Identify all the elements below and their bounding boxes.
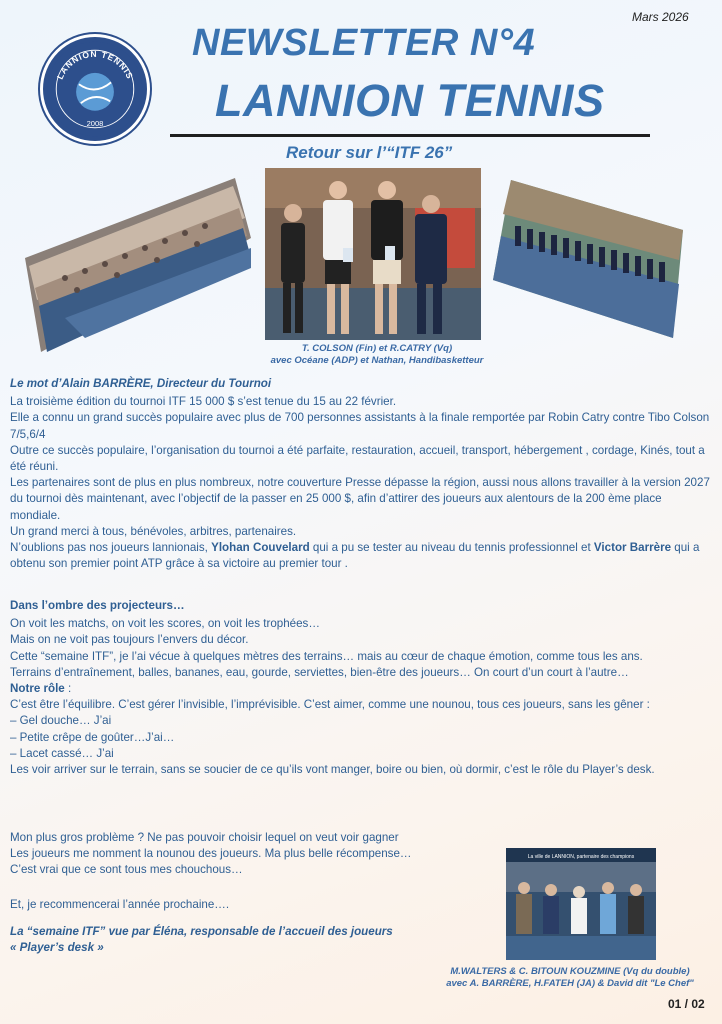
role-heading-line: Notre rôle : xyxy=(10,682,72,696)
paragraph: La troisième édition du tournoi ITF 15 000 $ s’est tenue du 15 au 22 février. xyxy=(10,395,397,409)
line: Mais on ne voit pas toujours l’envers du décor. xyxy=(10,633,249,647)
line: – Petite crêpe de goûter…J’ai… xyxy=(10,730,175,744)
players-desk-closing xyxy=(10,897,500,913)
line: Les joueurs me nomment la nounou des joueurs. Ma plus belle récompense… xyxy=(10,847,412,861)
title-divider xyxy=(170,134,650,137)
tennis-ball-logo-icon xyxy=(43,37,147,141)
director-article xyxy=(10,376,712,572)
club-logo xyxy=(40,34,150,144)
players-desk-heading: Dans l’ombre des projecteurs… xyxy=(10,599,185,612)
finalists-caption-line2: avec Océane (ADP) et Nathan, Handibasketteur xyxy=(270,355,484,367)
line: – Lacet cassé… J’ai xyxy=(10,746,114,760)
section-title: Retour sur l’“ITF 26” xyxy=(286,143,453,162)
doubles-caption-line1: M.WALTERS & C. BITOUN KOUZMINE (Vq du double) xyxy=(450,966,690,977)
line: – Gel douche… J’ai xyxy=(10,714,112,728)
line: On voit les matchs, on voit les scores, on voit les trophées… xyxy=(10,617,320,631)
line: C’est être l’équilibre. C’est gérer l’invisible, l’imprévisible. C’est aimer, comme une nounou, tous ces joueurs, sans les gêner : xyxy=(10,698,650,712)
svg-text:LANNION TENNIS: LANNION TENNIS xyxy=(54,48,136,81)
doubles-caption-line2: avec A. BARRÈRE, H.FATEH (JA) & David dit "Le Chef" xyxy=(446,978,694,990)
players-desk-article-cont xyxy=(10,830,500,879)
players-desk-article xyxy=(10,598,712,778)
line: Mon plus gros problème ? Ne pas pouvoir choisir lequel on veut voir gagner xyxy=(10,831,399,844)
line: C’est vrai que ce sont tous mes chouchous… xyxy=(10,863,243,877)
finalists-caption xyxy=(232,343,522,368)
paragraph: Outre ce succès populaire, l’organisation du tournoi a été parfaite, restauration, accueil, transport, hébergement , cordage, Kinés, tout a été réuni. xyxy=(10,443,705,474)
photo-team-lineup xyxy=(493,180,683,338)
svg-text:2008: 2008 xyxy=(86,118,104,128)
director-article-heading: Le mot d’Alain BARRÈRE, Directeur du Tournoi xyxy=(10,377,272,390)
page-number: 01 / 02 xyxy=(668,997,705,1011)
photo-crowd-court xyxy=(25,178,251,352)
signature-line: « Player’s desk » xyxy=(10,941,104,955)
paragraph: Elle a connu un grand succès populaire avec plus de 700 personnes assistants à la finale remportée par Robin Catry contre Tibo Colson 7/5,6/4 xyxy=(10,411,710,441)
club-name-title: LANNION TENNIS xyxy=(215,75,605,126)
paragraph-local-players: N’oublions pas nos joueurs lannionais, Ylohan Couvelard qui a pu se tester au niveau du tennis professionnel et Victor Barrère qui a obtenu son premier point ATP grâce à sa victoire au premier tour . xyxy=(10,541,700,571)
line: Les voir arriver sur le terrain, sans se soucier de ce qu’ils vont manger, boire ou bien, où dormir, c’est le rôle du Player’s desk. xyxy=(10,763,655,777)
line: Cette “semaine ITF”, je l’ai vécue à quelques mètres des terrains… mais au cœur de chaque émotion, comme tous les ans. xyxy=(10,649,643,663)
photo-doubles-winners xyxy=(506,848,656,960)
line: Terrains d’entraînement, balles, bananes, eau, gourde, serviettes, bien-être des joueurs… On court d’un court à l’autre… xyxy=(10,665,629,679)
line: Et, je recommencerai l’année prochaine…. xyxy=(10,898,230,911)
paragraph: Les partenaires sont de plus en plus nombreux, notre couverture Presse dépasse la région, aussi nous allons travailler à la version 2027 du tournoi dès maintenant, avec l’objectif de la passer en 25 000 $, afin d’attirer des joueurs aux alentours de la 200 ème place mondiale. xyxy=(10,476,710,522)
photo-banner-text: La ville de LANNION, partenaire des champions xyxy=(527,854,635,860)
newsletter-title: NEWSLETTER N°4 xyxy=(192,22,536,64)
issue-date: Mars 2026 xyxy=(632,10,689,24)
doubles-caption xyxy=(420,966,720,991)
player-name: Victor Barrère xyxy=(593,541,672,555)
players-desk-signature xyxy=(10,924,500,956)
paragraph: Un grand merci à tous, bénévoles, arbitres, partenaires. xyxy=(10,524,297,538)
signature-line: La “semaine ITF” vue par Éléna, responsable de l’accueil des joueurs xyxy=(10,925,393,938)
finalists-caption-line1: T. COLSON (Fin) et R.CATRY (Vq) xyxy=(301,343,453,354)
player-name: Ylohan Couvelard xyxy=(211,541,310,555)
photo-finalists xyxy=(265,168,481,340)
